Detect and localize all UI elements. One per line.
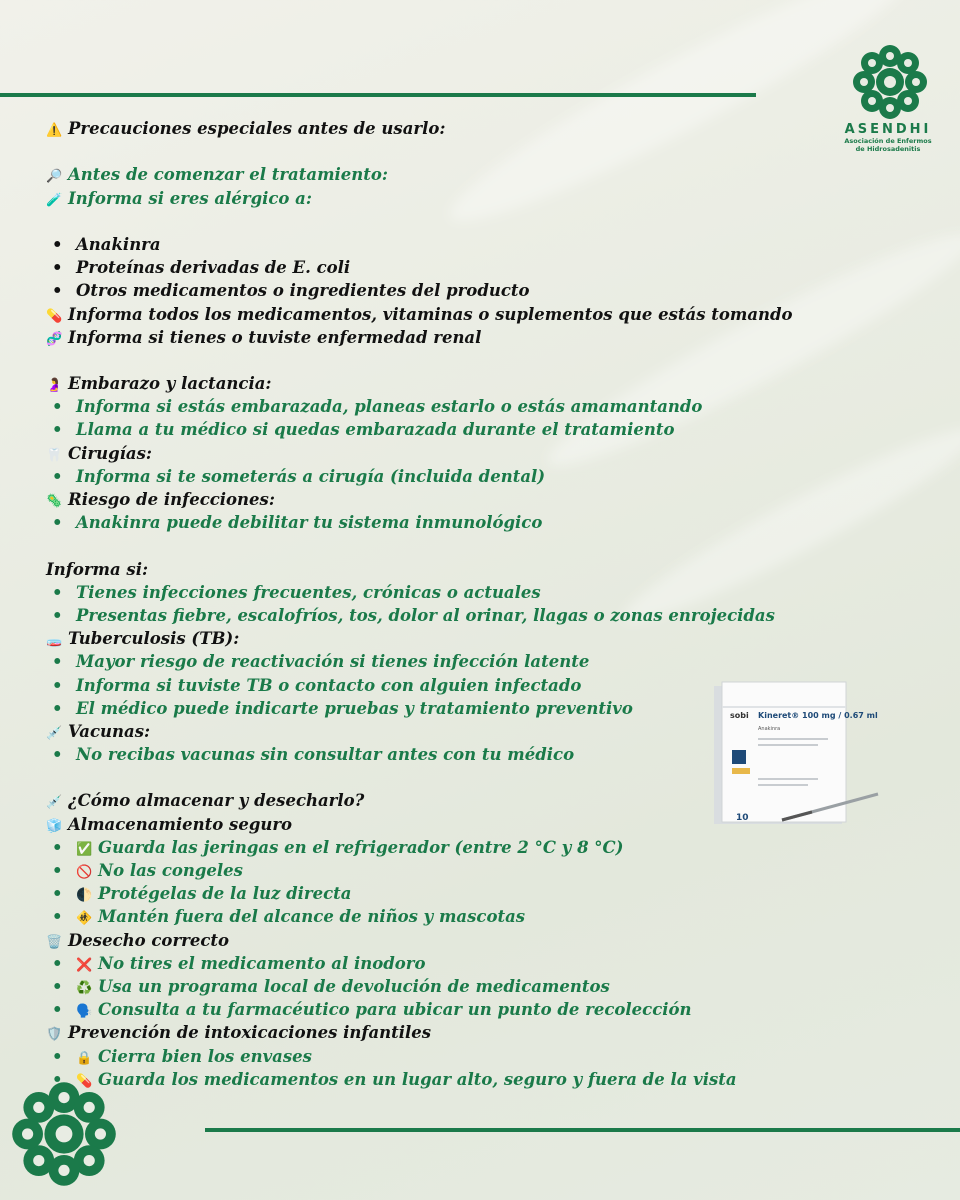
- flower-logo-icon: [850, 42, 930, 122]
- section-line: [46, 558, 846, 581]
- section-line: [46, 326, 846, 349]
- bullet-dot: •: [52, 513, 63, 533]
- list-item: [46, 859, 846, 882]
- brand-subtitle-line1: Asociación de Enfermos: [844, 137, 932, 145]
- section-line: [46, 720, 846, 743]
- product-brand: sobi: [730, 711, 749, 720]
- line-text: El médico puede indicarte pruebas y tratamiento preventivo: [76, 698, 633, 718]
- cross-icon: ❌: [76, 957, 93, 973]
- list-item: [46, 604, 846, 627]
- check-icon: ✅: [76, 841, 93, 857]
- line-text: No tires el medicamento al inodoro: [98, 953, 426, 973]
- section-line: [46, 488, 846, 511]
- bullet-dot: •: [52, 582, 63, 602]
- line-text: Tienes infecciones frecuentes, crónicas o actuales: [76, 582, 541, 602]
- bullet-dot: •: [52, 884, 63, 904]
- section-line: [46, 303, 846, 326]
- pregnant-icon: 🤰: [46, 378, 63, 394]
- product-label: Kineret® 100 mg / 0.67 ml: [758, 711, 878, 720]
- section-line: [46, 442, 846, 465]
- list-item: [46, 975, 846, 998]
- spacer: [46, 140, 846, 163]
- syringe-icon: 💉: [46, 795, 63, 811]
- section-line: [46, 789, 846, 812]
- line-text: No las congeles: [98, 861, 243, 880]
- line-text: Otros medicamentos o ingredientes del producto: [76, 281, 530, 301]
- line-text: Guarda las jeringas en el refrigerador (entre 2 °C y 8 °C): [98, 837, 624, 857]
- bullet-dot: •: [52, 466, 63, 486]
- children-crossing-icon: 🚸: [76, 911, 93, 927]
- bullet-dot: •: [52, 258, 63, 278]
- list-item: [46, 465, 846, 488]
- line-text: Anakinra puede debilitar tu sistema inmunológico: [76, 513, 543, 533]
- line-text: Antes de comenzar el tratamiento:: [68, 165, 389, 185]
- line-text: Consulta a tu farmacéutico para ubicar un punto de recolección: [98, 1000, 692, 1020]
- line-text: No recibas vacunas sin consultar antes con tu médico: [76, 745, 575, 765]
- flower-logo-large-icon: [8, 1078, 120, 1190]
- syringe-icon: 💉: [46, 725, 63, 741]
- list-item: [46, 581, 846, 604]
- bullet-dot: •: [52, 652, 63, 672]
- line-text: Protégelas de la luz directa: [98, 884, 352, 904]
- line-text: Mantén fuera del alcance de niños y mascotas: [98, 907, 526, 927]
- line-text: Prevención de intoxicaciones infantiles: [68, 1023, 432, 1043]
- list-item: [46, 836, 846, 859]
- brand-block: [838, 122, 938, 153]
- spacer: [46, 349, 846, 372]
- brand-name: ASENDHI: [844, 122, 932, 137]
- section-line: [46, 813, 846, 836]
- bullet-dot: •: [52, 281, 63, 301]
- line-text: Proteínas derivadas de E. coli: [76, 258, 351, 278]
- bullet-dot: •: [52, 397, 63, 417]
- brand-subtitle-line2: de Hidrosadenitis: [855, 145, 921, 153]
- line-text: ¿Cómo almacenar y desecharlo?: [68, 791, 365, 811]
- line-text: Informa si tuviste TB o contacto con alguien infectado: [76, 675, 582, 695]
- bullet-dot: •: [52, 234, 63, 254]
- line-text: Informa si te someterás a cirugía (incluida dental): [76, 466, 546, 486]
- section-line: [46, 372, 846, 395]
- bullet-dot: •: [52, 861, 63, 880]
- bullet-dot: •: [52, 420, 63, 440]
- ice-cube-icon: 🧊: [46, 818, 63, 834]
- shield-icon: 🛡️: [46, 1027, 63, 1043]
- line-text: Presentas fiebre, escalofríos, tos, dolor al orinar, llagas o zonas enrojecidas: [76, 605, 775, 625]
- list-item: [46, 1068, 846, 1091]
- list-item: [46, 233, 846, 256]
- precautions-document: [46, 117, 846, 1091]
- warning-icon: ⚠️: [46, 123, 63, 138]
- list-item: [46, 882, 846, 905]
- section-line: [46, 627, 846, 650]
- pill-icon: 💊: [76, 1073, 93, 1089]
- list-item: [46, 905, 846, 928]
- line-text: Cierra bien los envases: [98, 1046, 312, 1066]
- list-item: [46, 697, 846, 720]
- line-text: Informa todos los medicamentos, vitaminas o suplementos que estás tomando: [68, 304, 793, 324]
- wastebasket-icon: 🗑️: [46, 934, 63, 950]
- product-generic: Anakinra: [758, 726, 781, 732]
- bullet-dot: •: [52, 1000, 63, 1020]
- list-item: [46, 279, 846, 302]
- bullet-dot: •: [52, 1069, 63, 1089]
- bullet-dot: •: [52, 953, 63, 973]
- half-moon-icon: 🌓: [76, 888, 93, 904]
- line-text: Desecho correcto: [68, 930, 229, 950]
- list-item: [46, 674, 846, 697]
- bullet-dot: •: [52, 907, 63, 927]
- list-item: [46, 1045, 846, 1068]
- section-line: [46, 187, 846, 210]
- line-text: Guarda los medicamentos en un lugar alto, seguro y fuera de la vista: [98, 1069, 737, 1089]
- magnifier-icon: 🔎: [46, 169, 63, 185]
- list-item: [46, 952, 846, 975]
- spacer: [46, 766, 846, 789]
- list-item: [46, 418, 846, 441]
- bullet-dot: •: [52, 675, 63, 695]
- speaking-head-icon: 🗣️: [76, 1004, 93, 1020]
- bullet-dot: •: [52, 837, 63, 857]
- line-text: Llama a tu médico si quedas embarazada durante el tratamiento: [76, 420, 675, 440]
- spacer: [46, 534, 846, 557]
- microbe-icon: 🦠: [46, 494, 63, 509]
- bullet-dot: •: [52, 976, 63, 996]
- line-text: Riesgo de infecciones:: [68, 490, 275, 509]
- bullet-dot: •: [52, 605, 63, 625]
- dna-icon: 🧬: [46, 331, 63, 347]
- bullet-dot: •: [52, 1046, 63, 1066]
- line-text: Usa un programa local de devolución de medicamentos: [98, 976, 610, 996]
- bullet-dot: •: [52, 698, 63, 718]
- line-text: Cirugías:: [68, 443, 152, 463]
- list-item: [46, 395, 846, 418]
- product-count: 10: [736, 813, 749, 823]
- line-text: Informa si estás embarazada, planeas estarlo o estás amamantando: [76, 397, 703, 417]
- section-line: [46, 163, 846, 186]
- list-item: [46, 650, 846, 673]
- spacer: [46, 210, 846, 233]
- line-text: Precauciones especiales antes de usarlo:: [68, 119, 446, 138]
- bottom-divider: [205, 1128, 960, 1132]
- line-text: Vacunas:: [68, 721, 151, 741]
- line-text: Informa si tienes o tuviste enfermedad renal: [68, 327, 482, 347]
- line-text: Informa si eres alérgico a:: [68, 188, 312, 208]
- line-text: Tuberculosis (TB):: [68, 629, 240, 649]
- top-divider: [0, 93, 756, 97]
- lock-icon: 🔒: [76, 1050, 93, 1066]
- bullet-dot: •: [52, 745, 63, 765]
- section-line: [46, 117, 846, 140]
- petri-dish-icon: 🧫: [46, 633, 63, 649]
- test-tube-icon: 🧪: [46, 192, 63, 208]
- section-line: [46, 929, 846, 952]
- list-item: [46, 998, 846, 1021]
- line-text: Mayor riesgo de reactivación si tienes infección latente: [76, 652, 590, 672]
- line-text: Anakinra: [76, 234, 161, 254]
- prohibited-icon: 🚫: [76, 865, 93, 880]
- list-item: [46, 256, 846, 279]
- tooth-icon: 🦷: [46, 447, 63, 463]
- section-line: [46, 1021, 846, 1044]
- list-item: [46, 511, 846, 534]
- line-text: Informa si:: [46, 559, 149, 579]
- line-text: Almacenamiento seguro: [68, 814, 293, 834]
- line-text: Embarazo y lactancia:: [68, 374, 272, 394]
- list-item: [46, 743, 846, 766]
- pill-icon: 💊: [46, 308, 63, 324]
- recycle-icon: ♻️: [76, 980, 93, 996]
